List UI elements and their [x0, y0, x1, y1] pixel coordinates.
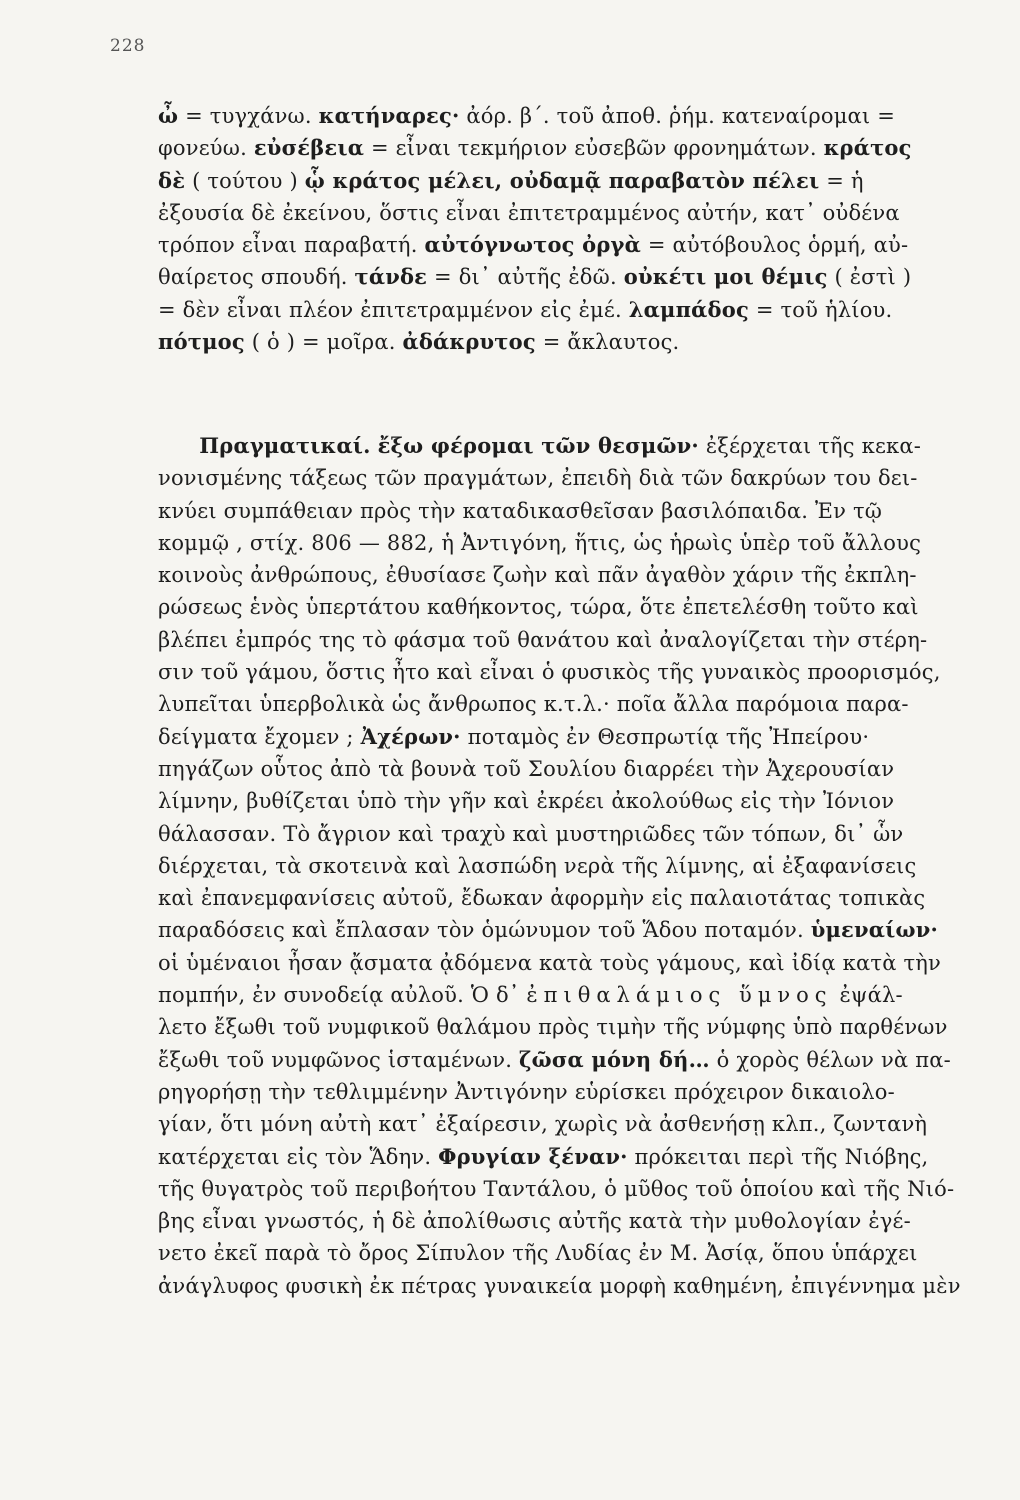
text-line: [158, 914, 966, 946]
text-run: παραδόσεις καὶ ἔπλασαν τὸν ὁμώνυμον τοῦ Ἅδου ποταμόν.: [158, 918, 811, 943]
text-run: ἀνάγλυφος φυσικὴ ἐκ πέτρας γυναικεία μορφὴ καθημένη, ἐπιγέννημα μὲν: [158, 1273, 961, 1298]
text-line: [158, 197, 966, 229]
text-run: = τυγχάνω.: [178, 104, 319, 128]
glossary-block: [158, 100, 966, 358]
lemma: ἔξω φέρομαι τῶν θεσμῶν·: [377, 433, 699, 458]
text-line: [158, 624, 966, 656]
text-line: [158, 165, 966, 197]
text-line: [158, 818, 966, 850]
text-run: = τοῦ ἡλίου.: [748, 297, 893, 322]
text-run: φονεύω.: [158, 136, 254, 161]
lemma: Ἀχέρων·: [360, 723, 461, 749]
text-line: [158, 688, 966, 720]
lemma: εὐσέβεια: [253, 135, 365, 161]
page-number: 228: [110, 36, 146, 56]
text-run: ρηγορήσῃ τὴν τεθλιμμένην Ἀντιγόνην εὑρίσκει πρόχειρον δικαιολο-: [158, 1079, 895, 1104]
lemma: δὲ: [158, 167, 186, 193]
text-run: = ἡ: [819, 168, 864, 193]
lemma: ὦ: [158, 103, 179, 128]
text-run: λυπεῖται ὑπερβολικὰ ὡς ἄνθρωπος κ.τ.λ.· ποῖα ἄλλα παρόμοια παρα-: [158, 692, 909, 717]
text-run: λετο ἔξωθι τοῦ νυμφικοῦ θαλάμου πρὸς τιμὴν τῆς νύμφης ὑπὸ παρθένων: [158, 1015, 948, 1040]
text-run: ἔξωθι τοῦ νυμφῶνος ἱσταμένων.: [158, 1047, 519, 1072]
text-run: πηγάζων οὗτος ἀπὸ τὰ βουνὰ τοῦ Σουλίου διαρρέει τὴν Ἀχερουσίαν: [158, 756, 895, 781]
text-line: [158, 495, 966, 527]
text-line: [158, 1205, 966, 1237]
text-line: [158, 947, 966, 979]
lemma: ᾧ κράτος μέλει, οὐδαμᾷ παραβατὸν πέλει: [304, 167, 820, 193]
text-run: σιν τοῦ γάμου, ὅστις ἦτο καὶ εἶναι ὁ φυσικὸς τῆς γυναικὸς προορισμός,: [158, 660, 941, 685]
text-line: [158, 591, 966, 623]
text-run: οἱ ὑμέναιοι ἦσαν ᾄσματα ᾀδόμενα κατὰ τοὺς γάμους, καὶ ἰδίᾳ κατὰ τὴν: [158, 950, 942, 975]
text-run: ἐπιθαλάμιος ὕμνος: [526, 983, 833, 1008]
lemma: οὐκέτι μοι θέμις: [623, 264, 828, 290]
text-line: [158, 1237, 966, 1269]
lemma: λαμπάδος: [628, 296, 749, 322]
text-line: [158, 753, 966, 785]
text-run: [158, 434, 199, 458]
text-line: [158, 1044, 966, 1076]
text-run: δείγματα ἔχομεν ;: [158, 724, 361, 749]
text-run: = αὐτόβουλος ὁρμή, αὐ-: [640, 233, 909, 258]
text-line: [158, 1076, 966, 1108]
text-run: λίμνην, βυθίζεται ὑπὸ τὴν γῆν καὶ ἐκρέει ἀκολούθως εἰς τὴν Ἰόνιον: [158, 789, 895, 814]
text-run: καὶ ἐπανεμφανίσεις αὐτοῦ, ἔδωκαν ἀφορμὴν εἰς παλαιοτάτας τοπικὰς: [158, 886, 926, 911]
text-run: ρώσεως ἑνὸς ὑπερτάτου καθήκοντος, τώρα, ὅτε ἐπετελέσθη τοῦτο καὶ: [158, 595, 919, 620]
text-run: πρόκειται περὶ τῆς Νιόβης,: [627, 1144, 929, 1169]
text-run: θάλασσαν. Τὸ ἄγριον καὶ τραχὺ καὶ μυστηριῶδες τῶν τόπων, δι᾽ ὧν: [158, 821, 904, 846]
text-line: [158, 721, 966, 753]
text-run: κομμῷ , στίχ. 806 — 882, ἡ Ἀντιγόνη, ἥτις, ὡς ἡρωὶς ὑπὲρ τοῦ ἄλλους: [158, 530, 922, 555]
text-line: [158, 527, 966, 559]
text-run: ἐψάλ-: [832, 983, 903, 1008]
lemma: ζῶσα μόνη δή…: [518, 1046, 710, 1072]
text-run: ἐξουσία δὲ ἐκείνου, ὅστις εἶναι ἐπιτετραμμένος αὐτήν, κατ᾽ οὐδένα: [158, 200, 900, 225]
text-line: [158, 326, 966, 358]
text-run: τῆς θυγατρὸς τοῦ περιβοήτου Ταντάλου, ὁ μῦθος τοῦ ὁποίου καὶ τῆς Νιό-: [158, 1176, 955, 1201]
text-line: [158, 462, 966, 494]
text-line: [158, 656, 966, 688]
text-run: βλέπει ἐμπρός της τὸ φάσμα τοῦ θανάτου καὶ ἀναλογίζεται τὴν στέρη-: [158, 627, 928, 652]
lemma: τάνδε: [354, 264, 428, 290]
text-line: [158, 229, 966, 261]
text-run: γίαν, ὅτι μόνη αὐτὴ κατ᾽ ἐξαίρεσιν, χωρὶς νὰ ἀσθενήσῃ κλπ., ζωντανὴ: [158, 1112, 928, 1137]
text-run: ( ἐστὶ ): [827, 265, 912, 290]
text-line: [158, 1011, 966, 1043]
text-run: = δι᾽ αὐτῆς ἐδῶ.: [427, 265, 624, 290]
text-line: [158, 261, 966, 293]
text-line: [158, 1108, 966, 1140]
text-run: νονισμένης τάξεως τῶν πραγμάτων, ἐπειδὴ διὰ τῶν δακρύων του δει-: [158, 466, 918, 491]
text-run: ὁ χορὸς θέλων νὰ πα-: [709, 1047, 951, 1072]
text-line: [158, 132, 966, 164]
text-run: [371, 434, 378, 458]
text-run: πομπήν, ἐν συνοδείᾳ αὐλοῦ. Ὁ δ᾽: [158, 983, 527, 1008]
text-line: [158, 559, 966, 591]
text-line: [158, 979, 966, 1011]
text-run: ( ὁ ) = μοῖρα.: [244, 330, 403, 355]
text-line: [158, 430, 966, 462]
text-run: ἀόρ. β΄. τοῦ ἀποθ. ῥήμ. κατεναίρομαι =: [459, 104, 896, 128]
lemma: ὑμεναίων·: [810, 917, 938, 943]
lemma: κατήναρες·: [318, 103, 460, 128]
text-run: = δὲν εἶναι πλέον ἐπιτετραμμένον εἰς ἐμέ.: [158, 297, 629, 322]
text-run: ἐξέρχεται τῆς κεκα-: [698, 434, 922, 458]
text-run: κνύει συμπάθειαν πρὸς τὴν καταδικασθεῖσαν βασιλόπαιδα. Ἐν τῷ: [158, 498, 883, 523]
text-run: διέρχεται, τὰ σκοτεινὰ καὶ λασπώδη νερὰ τῆς λίμνης, αἱ ἐξαφανίσεις: [158, 853, 917, 878]
lemma: ἀδάκρυτος: [402, 329, 536, 355]
text-run: βης εἶναι γνωστός, ἡ δὲ ἀπολίθωσις αὐτῆς κατὰ τὴν μυθολογίαν ἐγέ-: [158, 1209, 911, 1234]
text-run: νετο ἐκεῖ παρὰ τὸ ὄρος Σίπυλον τῆς Λυδίας ἐν Μ. Ἀσίᾳ, ὅπου ὑπάρχει: [158, 1241, 918, 1266]
text-run: = εἶναι τεκμήριον εὐσεβῶν φρονημάτων.: [364, 136, 824, 161]
text-line: [158, 850, 966, 882]
text-line: [158, 882, 966, 914]
text-run: κοινοὺς ἀνθρώπους, ἐθυσίασε ζωὴν καὶ πᾶν ἀγαθὸν χάριν τῆς ἐκπλη-: [158, 563, 917, 588]
text-line: [158, 1270, 966, 1302]
text-line: [158, 785, 966, 817]
lemma: κράτος: [823, 135, 912, 161]
text-line: [158, 1141, 966, 1173]
text-run: ( τούτου ): [185, 168, 305, 193]
text-line: [158, 100, 966, 132]
lemma: αὐτόγνωτος ὀργὰ: [424, 232, 641, 258]
text-run: ποταμὸς ἐν Θεσπρωτίᾳ τῆς Ἠπείρου·: [460, 724, 870, 749]
text-run: κατέρχεται εἰς τὸν Ἅδην.: [158, 1144, 439, 1169]
text-line: [158, 294, 966, 326]
text-run: θαίρετος σπουδή.: [158, 265, 355, 290]
commentary-block: [158, 430, 966, 1302]
text-run: = ἄκλαυτος.: [535, 330, 680, 355]
lemma: Φρυγίαν ξέναν·: [438, 1143, 628, 1169]
lemma: πότμος: [158, 329, 245, 355]
text-line: [158, 1173, 966, 1205]
lemma: Πραγματικαί.: [199, 433, 371, 458]
text-run: τρόπον εἶναι παραβατή.: [158, 233, 425, 258]
